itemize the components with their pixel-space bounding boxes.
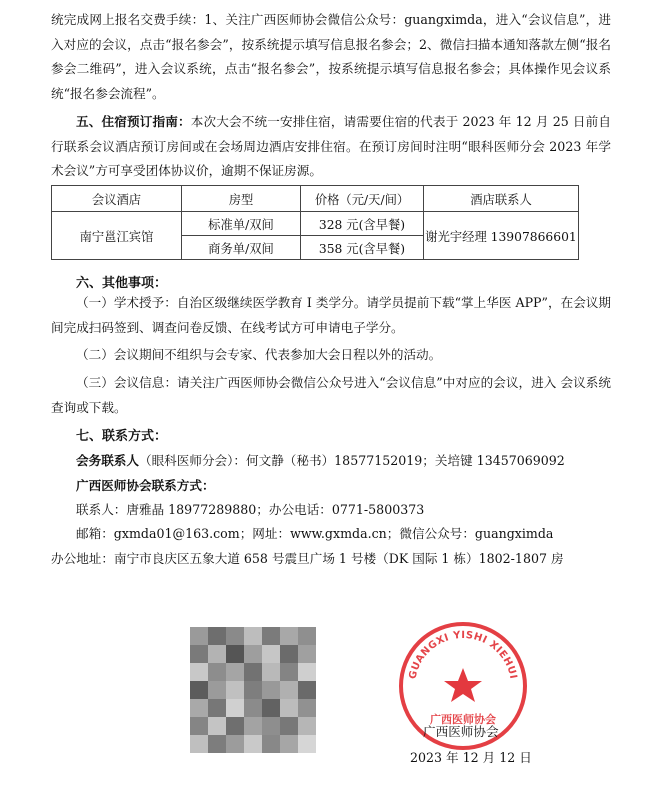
registration-qr-code[interactable] <box>190 627 316 753</box>
hotel-table-header <box>52 186 579 212</box>
association-contact-line: 联系人：唐雅晶 18977289880；办公电话：0771-5800373 <box>76 502 425 517</box>
association-contact-heading: 广西医师协会联系方式： <box>76 478 215 493</box>
signature-date: 2023 年 12 月 12 日 <box>410 750 532 765</box>
room-type-cell: 商务单/双间 <box>182 236 301 260</box>
room-type-cell: 标准单/双间 <box>182 212 301 236</box>
price-cell: 328 元(含早餐) <box>301 212 424 236</box>
section5-heading: 五、住宿预订指南： <box>76 114 191 129</box>
header-hotel: 会议酒店 <box>52 186 182 212</box>
seal-star-icon <box>444 668 482 702</box>
header-contact: 酒店联系人 <box>424 186 579 212</box>
section5-text: 本次大会不统一安排住宿，请需要住宿的代表于 2023 年 12 月 25 日前自行联系会议酒店预订房间或在会场周边酒店安排住宿。在预订房间时注明“眼科医师分会 2023 年学术会议”方可享受团体协议价，逾期不保证房源。 <box>51 114 611 178</box>
affairs-contact-line <box>76 450 565 472</box>
price-cell: 358 元(含早餐) <box>301 236 424 260</box>
section5-paragraph <box>51 110 611 184</box>
signature-organization: 广西医师协会 <box>423 724 499 739</box>
affairs-label: 会务联系人 <box>76 453 139 468</box>
office-address-line: 办公地址：南宁市良庆区五象大道 658 号震旦广场 1 号楼（DK 国际 1 栋）1802-1807 房 <box>51 551 564 566</box>
seal-inner-text: 广西医师协会 <box>430 713 496 726</box>
section6-heading: 六、其他事项： <box>76 276 168 291</box>
affairs-text: （眼科医师分会）：何文静（秘书）18577152019；关培键 13457069092 <box>138 453 565 468</box>
header-room: 房型 <box>182 186 301 212</box>
para-signup: 统完成网上报名交费手续：1、关注广西医师协会微信公众号：guangximda，进入“会议信息”，进入对应的会议，点击“报名参会”，按系统提示填写信息报名参会；2、微信扫描本通知落款左侧“报名参会二维码”，进入会议系统，点击“报名参会”，按系统提示填写信息报名参会；具体操作见会议系统“报名参会流程”。 <box>51 12 611 101</box>
section6-item1: （一）学术授予：自治区级继续医学教育 I 类学分。请学员提前下载“掌上华医 APP”，在会议期间完成扫码签到、调查问卷反馈、在线考试方可申请电子学分。 <box>51 295 611 335</box>
email-website-line: 邮箱：gxmda01@163.com；网址：www.gxmda.cn；微信公众号：guangximda <box>76 526 554 541</box>
section6-item2: （二）会议期间不组织与会专家、代表参加大会日程以外的活动。 <box>76 347 442 362</box>
seal-arc-text: GUANGXI YISHI XIEHUI <box>407 629 519 681</box>
table-row <box>52 212 579 236</box>
section7-heading: 七、联系方式： <box>76 429 168 444</box>
hotel-contact-cell: 谢光宇经理 13907866601 <box>424 212 579 260</box>
section6-item3: （三）会议信息：请关注广西医师协会微信公众号进入“会议信息”中对应的会议，进入 会议系统查询或下载。 <box>51 375 611 415</box>
hotel-table <box>51 185 579 260</box>
header-price: 价格（元/天/间） <box>301 186 424 212</box>
hotel-name-cell: 南宁邕江宾馆 <box>52 212 182 260</box>
